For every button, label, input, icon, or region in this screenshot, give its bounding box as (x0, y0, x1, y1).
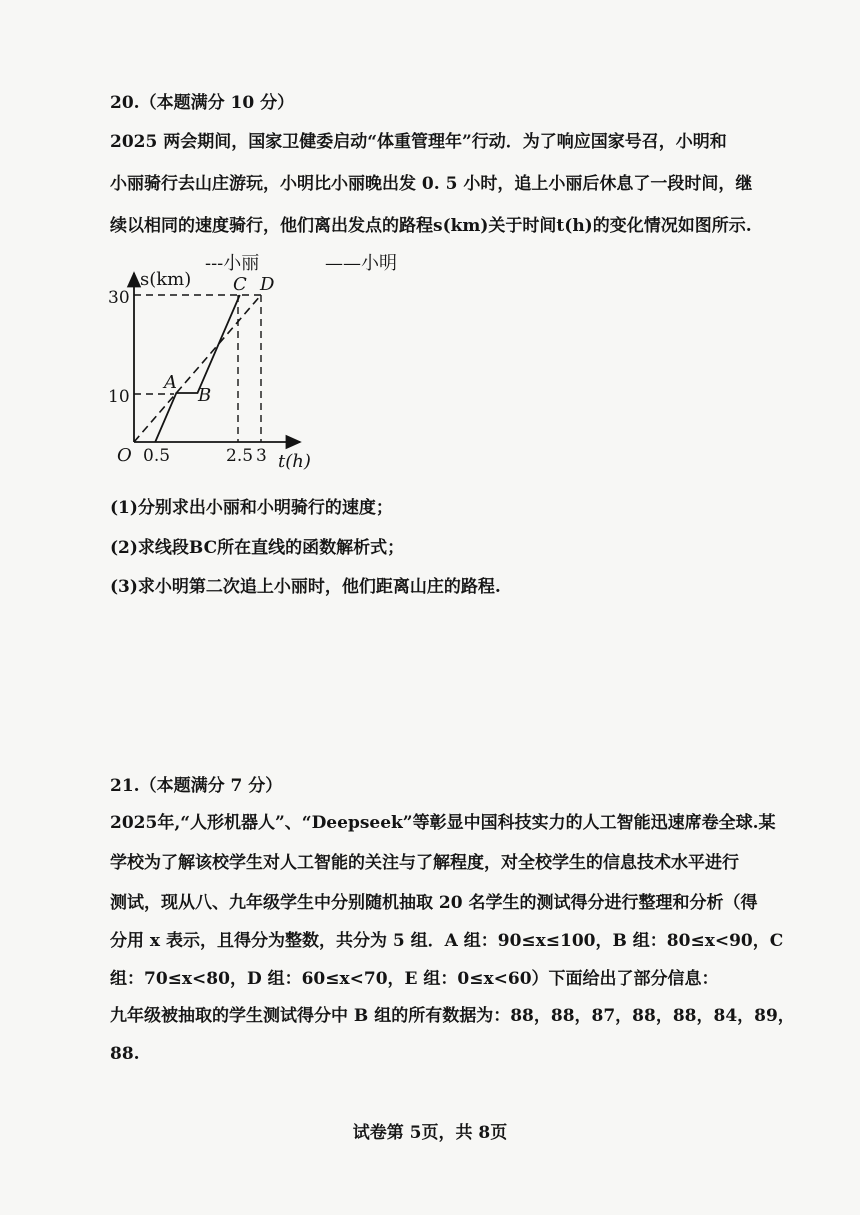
q20-para-line1: 2025 两会期间，国家卫健委启动“体重管理年”行动．为了响应国家号召，小明和 (110, 132, 727, 152)
q21-line2: 学校为了解该校学生对人工智能的关注与了解程度，对全校学生的信息技术水平进行 (110, 853, 739, 873)
q21-line7: 88. (110, 1044, 140, 1064)
q20-heading: 20.（本题满分 10 分） (110, 93, 295, 113)
q20-sub3: (3)求小明第二次追上小丽时，他们距离山庄的路程. (110, 577, 501, 597)
point-label-d: D (260, 274, 275, 295)
q21-heading: 21.（本题满分 7 分） (110, 776, 283, 796)
origin-label: O (117, 445, 132, 466)
point-label-a: A (164, 372, 177, 393)
q21-line1: 2025年,“人形机器人”、“Deepseek”等彰显中国科技实力的人工智能迅速席卷全球.某 (110, 813, 776, 833)
point-label-c: C (233, 274, 247, 295)
legend-xiaoli: ---小丽 (205, 253, 260, 274)
q20-para-line3: 续以相同的速度骑行，他们离出发点的路程s(km)关于时间t(h)的变化情况如图所示. (110, 216, 752, 236)
y-tick-label: 10 (108, 387, 130, 407)
y-axis-label: s(km) (140, 269, 192, 290)
x-tick-label: 2.5 (226, 446, 254, 466)
q20-sub1: (1)分别求出小丽和小明骑行的速度； (110, 498, 393, 518)
legend-xiaoming: ——小明 (325, 253, 397, 274)
x-axis-label: t(h) (278, 451, 311, 472)
q21-line3: 测试，现从八、九年级学生中分别随机抽取 20 名学生的测试得分进行整理和分析（得 (110, 893, 758, 913)
q20-para-line2: 小丽骑行去山庄游玩，小明比小丽晚出发 0. 5 小时，追上小丽后休息了一段时间，继 (110, 174, 753, 194)
point-label-b: B (198, 385, 212, 406)
y-tick-label: 30 (108, 288, 130, 308)
x-tick-label: 3 (256, 446, 267, 466)
page-footer: 试卷第 5页，共 8页 (352, 1123, 508, 1143)
x-tick-label: 0.5 (143, 446, 171, 466)
series-line-xiaoli (134, 295, 261, 442)
distance-time-graph (100, 245, 400, 480)
q21-line4: 分用 x 表示，且得分为整数，共分为 5 组．A 组：90≤x≤100，B 组：80≤x<90，C (110, 931, 784, 951)
q21-line6: 九年级被抽取的学生测试得分中 B 组的所有数据为：88，88，87，88，88，84，89， (110, 1006, 795, 1026)
q21-line5: 组：70≤x<80，D 组：60≤x<70，E 组：0≤x<60）下面给出了部分信息： (110, 969, 719, 989)
q20-sub2: (2)求线段BC所在直线的函数解析式； (110, 538, 405, 558)
